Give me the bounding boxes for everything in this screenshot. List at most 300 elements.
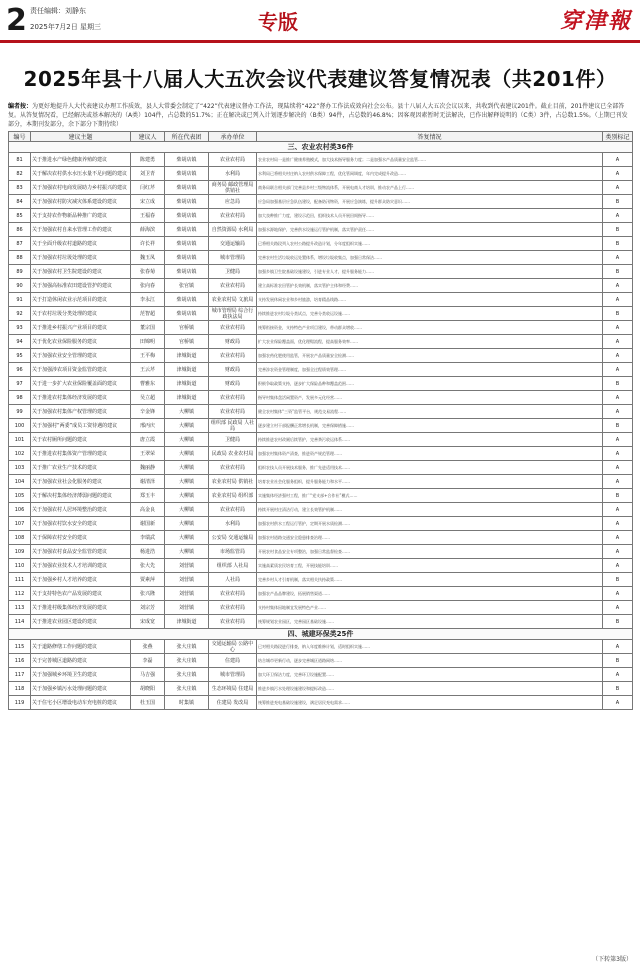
table-row xyxy=(9,279,633,293)
cell-no: 107 xyxy=(9,517,31,531)
cell-mark: A xyxy=(603,153,633,167)
cell-team: 柴胡店镇 xyxy=(165,167,209,181)
cell-reply: 加大环卫保洁力度，完善环卫设施配置…… xyxy=(257,668,603,682)
category-title: 四、城建环保类25件 xyxy=(9,629,633,640)
cell-mark: A xyxy=(603,475,633,489)
cell-topic: 关于推进农业园区建设的建议 xyxy=(31,615,131,629)
cell-person: 范智超 xyxy=(131,307,165,321)
cell-reply: 积极争取政策支持，逐步扩大保险品种和覆盖范围…… xyxy=(257,377,603,391)
cell-person: 郑玉丰 xyxy=(131,489,165,503)
table-row xyxy=(9,461,633,475)
cell-topic: 关于推进村级集体经济发展的建议 xyxy=(31,601,131,615)
table-row xyxy=(9,363,633,377)
cell-team: 柴胡店镇 xyxy=(165,195,209,209)
cell-reply: 加强乡镇卫生院基础设施建设，引进专业人才，提升服务能力…… xyxy=(257,265,603,279)
editor-note-label: 编者按： xyxy=(8,103,33,110)
header-person: 建议人 xyxy=(131,132,165,142)
cell-topic: 关于加强乡镇污水处理问题的建议 xyxy=(31,682,131,696)
table-row xyxy=(9,615,633,629)
cell-team: 大柳镇 xyxy=(165,545,209,559)
cell-mark: A xyxy=(603,181,633,195)
cell-unit: 住建局 发改局 xyxy=(209,696,257,710)
cell-person: 闫红芹 xyxy=(131,181,165,195)
cell-no: 84 xyxy=(9,195,31,209)
cell-team: 大柳镇 xyxy=(165,405,209,419)
table-row xyxy=(9,237,633,251)
cell-no: 117 xyxy=(9,668,31,682)
cell-topic: 关于加强村“两委”成员工资待遇的建议 xyxy=(31,419,131,433)
cell-reply: 已对相关路段进行排查，纳入年度维修计划，适时组织实施…… xyxy=(257,640,603,654)
cell-unit: 农业农村局 xyxy=(209,321,257,335)
cell-topic: 关于推进农村集体经济发展的建议 xyxy=(31,391,131,405)
cell-topic: 关于推进农村集体资产管理的建议 xyxy=(31,447,131,461)
cell-topic: 关于打造休闲农业示范项目的建议 xyxy=(31,293,131,307)
cell-person: 谢清泽 xyxy=(131,475,165,489)
table-row xyxy=(9,489,633,503)
cell-topic: 关于加强城乡环境卫生的建议 xyxy=(31,668,131,682)
cell-reply: 完善乡村人才引育机制，落实相关扶持政策…… xyxy=(257,573,603,587)
cell-mark: B xyxy=(603,682,633,696)
cell-mark: B xyxy=(603,573,633,587)
category-row-urban xyxy=(9,629,633,640)
cell-person: 杜玉国 xyxy=(131,696,165,710)
cell-mark: B xyxy=(603,223,633,237)
cell-no: 99 xyxy=(9,405,31,419)
header-unit: 承办单位 xyxy=(209,132,257,142)
cell-topic: 关于加强农村卫生院建设的建议 xyxy=(31,265,131,279)
cell-topic: 关于农村厕所问题的建议 xyxy=(31,433,131,447)
table-row xyxy=(9,405,633,419)
cell-team: 津城街道 xyxy=(165,349,209,363)
cell-unit: 商务局 邮政管理局 供销社 xyxy=(209,181,257,195)
cell-team: 大柳镇 xyxy=(165,475,209,489)
cell-reply: 已将相关路段列入农村公路提升改造计划，分年度组织实施…… xyxy=(257,237,603,251)
cell-topic: 关于农村垃圾分类处理的建议 xyxy=(31,307,131,321)
cell-no: 95 xyxy=(9,349,31,363)
table-header-row xyxy=(9,132,633,142)
cell-reply: 统筹规划农业园区，完善园区基础设施…… xyxy=(257,615,603,629)
table-row xyxy=(9,682,633,696)
table-row xyxy=(9,321,633,335)
cell-topic: 关于支持特色农产品发展的建议 xyxy=(31,587,131,601)
cell-team: 柴胡店镇 xyxy=(165,293,209,307)
cell-no: 110 xyxy=(9,559,31,573)
cell-unit: 农业农村局 xyxy=(209,209,257,223)
cell-mark: A xyxy=(603,335,633,349)
table-row xyxy=(9,293,633,307)
cell-no: 89 xyxy=(9,265,31,279)
cell-reply: 开展农村食品安全专项整治，加强日常监督检查…… xyxy=(257,545,603,559)
cell-topic: 关于加强农村食品安全监管的建议 xyxy=(31,545,131,559)
cell-person: 谢国新 xyxy=(131,517,165,531)
table-row xyxy=(9,181,633,195)
cell-person: 张燕 xyxy=(131,640,165,654)
cell-unit: 水利局 xyxy=(209,517,257,531)
cell-unit: 农业农村局 xyxy=(209,461,257,475)
cell-person: 马吉强 xyxy=(131,668,165,682)
cell-reply: 持续开展村庄清洁行动，建立长效管护机制…… xyxy=(257,503,603,517)
cell-person: 陈建勇 xyxy=(131,153,165,167)
table-row xyxy=(9,640,633,654)
cell-person: 张兴隆 xyxy=(131,587,165,601)
cell-no: 119 xyxy=(9,696,31,710)
cell-topic: 关于加强乡村人才培养的建议 xyxy=(31,573,131,587)
cell-unit: 农业农村局 供销社 xyxy=(209,475,257,489)
cell-team: 大柳镇 xyxy=(165,489,209,503)
cell-unit: 交通运输局 公路中心 xyxy=(209,640,257,654)
cell-no: 83 xyxy=(9,181,31,195)
cell-person: 王福春 xyxy=(131,209,165,223)
header-team: 所在代表团 xyxy=(165,132,209,142)
cell-topic: 关于加强农业技术人才培训的建议 xyxy=(31,559,131,573)
cell-person: 张大先 xyxy=(131,559,165,573)
table-row xyxy=(9,209,633,223)
cell-team: 柴胡店镇 xyxy=(165,153,209,167)
header-topic: 建议主题 xyxy=(31,132,131,142)
cell-reply: 加强农村道路交通安全隐患排查治理…… xyxy=(257,531,603,545)
cell-topic: 关于加强农村集体产权管理的建议 xyxy=(31,405,131,419)
cell-unit: 农业农村局 xyxy=(209,153,257,167)
cell-reply: 应急局加强基层应急队伍建设，配备防汛物资，开展应急演练，提升群众防灾意识…… xyxy=(257,195,603,209)
cell-unit: 城市管理局 xyxy=(209,251,257,265)
cell-mark: A xyxy=(603,559,633,573)
cell-team: 时集镇 xyxy=(165,696,209,710)
cell-topic: 关于推广农业生产技术的建议 xyxy=(31,461,131,475)
cell-team: 张大庄镇 xyxy=(165,640,209,654)
cell-team: 大柳镇 xyxy=(165,517,209,531)
cell-team: 津城街道 xyxy=(165,363,209,377)
cell-no: 116 xyxy=(9,654,31,668)
cell-unit: 人社局 xyxy=(209,573,257,587)
cell-topic: 关于加强农村垃圾处理的建议 xyxy=(31,251,131,265)
cell-topic: 关于住宅小区增设电动车充电桩的建议 xyxy=(31,696,131,710)
cell-unit: 交通运输局 xyxy=(209,237,257,251)
cell-no: 82 xyxy=(9,167,31,181)
table-row xyxy=(9,195,633,209)
cell-topic: 关于加强高标准农田建设管护的建议 xyxy=(31,279,131,293)
cell-team: 津城街道 xyxy=(165,391,209,405)
cell-no: 98 xyxy=(9,391,31,405)
header-no: 编号 xyxy=(9,132,31,142)
cell-no: 114 xyxy=(9,615,31,629)
table-row xyxy=(9,517,633,531)
table-row xyxy=(9,153,633,167)
editor-note-text: 为更好地提升人大代表建议办理工作质效，县人大常委会制定了“422”代表建议督办工作法，现陆续将“422”督办工作法成效向社会公布。县十八届人大五次会议以来，共收到代表建议201件。截止目前，201件建议已全部答复。从答复情况看，已经解决或基本解决的（A类）104件，占总数的51.7%；正在解决或已列入计划逐步解决的（B类）94件，占总数的46.8%；因客观因素暂时无法解决，已作出解释说明的（C类）3件，占总数1.5%。（上期已刊发部分，本期刊发部分，余下部分下期待续） xyxy=(8,103,628,128)
cell-reply: 健全农村集体“三资”监管平台，规范交易流程…… xyxy=(257,405,603,419)
cell-unit: 财政局 xyxy=(209,335,257,349)
cell-person: 薛海滨 xyxy=(131,223,165,237)
cell-team: 刘营镇 xyxy=(165,601,209,615)
cell-person: 刘卫青 xyxy=(131,167,165,181)
cell-person: 宋成宽 xyxy=(131,615,165,629)
table-row xyxy=(9,377,633,391)
cell-no: 118 xyxy=(9,682,31,696)
cell-team: 大柳镇 xyxy=(165,433,209,447)
cell-person: 魏玉凤 xyxy=(131,251,165,265)
cell-team: 柴胡店镇 xyxy=(165,265,209,279)
cell-team: 津城街道 xyxy=(165,377,209,391)
table-row xyxy=(9,223,633,237)
cell-reply: 加强农村供水工程运行管护，定期开展水质检测…… xyxy=(257,517,603,531)
cell-no: 115 xyxy=(9,640,31,654)
cell-unit: 农业农村局 xyxy=(209,349,257,363)
cell-mark: A xyxy=(603,587,633,601)
cell-team: 官桥镇 xyxy=(165,321,209,335)
cell-mark: B xyxy=(603,654,633,668)
table-row xyxy=(9,349,633,363)
cell-mark: B xyxy=(603,237,633,251)
cell-mark: B xyxy=(603,377,633,391)
cell-team: 张大庄镇 xyxy=(165,668,209,682)
cell-reply: 统筹衔接资金，支持特色产业项目建设，带动群众增收…… xyxy=(257,321,603,335)
cell-topic: 关于推进乡村振兴产业项目的建议 xyxy=(31,321,131,335)
cell-mark: A xyxy=(603,293,633,307)
table-row xyxy=(9,475,633,489)
cell-no: 102 xyxy=(9,447,31,461)
table-row xyxy=(9,587,633,601)
cell-unit: 民政局 农业农村局 xyxy=(209,447,257,461)
cell-unit: 农业农村局 组织部 xyxy=(209,489,257,503)
cell-reply: 加强农药化肥使用监管，开展农产品质量安全检测…… xyxy=(257,349,603,363)
cell-team: 柴胡店镇 xyxy=(165,237,209,251)
cell-mark: A xyxy=(603,517,633,531)
cell-team: 大柳镇 xyxy=(165,461,209,475)
cell-person: 王平梅 xyxy=(131,349,165,363)
cell-unit: 城市管理局 xyxy=(209,668,257,682)
cell-unit: 组织部 民政局 人社局 xyxy=(209,419,257,433)
cell-team: 大柳镇 xyxy=(165,531,209,545)
cell-person: 李瑞武 xyxy=(131,531,165,545)
table-row xyxy=(9,419,633,433)
cell-team: 张官镇 xyxy=(165,279,209,293)
cell-no: 113 xyxy=(9,601,31,615)
cell-no: 85 xyxy=(9,209,31,223)
cell-topic: 关于解决村集体经济薄弱问题的建议 xyxy=(31,489,131,503)
cell-mark: A xyxy=(603,668,633,682)
cell-reply: 加大良种推广力度，建设示范田，组织技术人员开展田间指导…… xyxy=(257,209,603,223)
cell-unit: 财政局 xyxy=(209,363,257,377)
cell-person: 李磊 xyxy=(131,654,165,668)
table-row xyxy=(9,447,633,461)
cell-unit: 农业农村局 xyxy=(209,601,257,615)
cell-mark: A xyxy=(603,601,633,615)
cell-no: 86 xyxy=(9,223,31,237)
cell-mark: A xyxy=(603,321,633,335)
cell-reply: 实施集体经济强村工程，推广“党支部+合作社”模式…… xyxy=(257,489,603,503)
cell-unit: 农业农村局 xyxy=(209,503,257,517)
cell-no: 87 xyxy=(9,237,31,251)
cell-topic: 关于加强农村人居环境整治的建议 xyxy=(31,503,131,517)
date-line: 2025年7月2日 星期三 xyxy=(30,23,101,31)
cell-person: 刘宗芳 xyxy=(131,601,165,615)
cell-mark: A xyxy=(603,433,633,447)
cell-mark: B xyxy=(603,489,633,503)
cell-topic: 关于加强涉农项目资金监管的建议 xyxy=(31,363,131,377)
cell-mark: A xyxy=(603,363,633,377)
cell-person: 唐立霞 xyxy=(131,433,165,447)
cell-team: 大柳镇 xyxy=(165,419,209,433)
cell-reply: 建立高标准农田管护长效机制，落实管护主体和经费…… xyxy=(257,279,603,293)
cell-no: 111 xyxy=(9,573,31,587)
cell-no: 100 xyxy=(9,419,31,433)
cell-mark: A xyxy=(603,209,633,223)
cell-unit: 财政局 xyxy=(209,377,257,391)
cell-reply: 统筹推进充电基础设施建设，满足居民充电需求…… xyxy=(257,696,603,710)
table-row xyxy=(9,265,633,279)
cell-reply: 完善涉农资金管理制度，加强全过程绩效管理…… xyxy=(257,363,603,377)
cell-unit: 农业农村局 xyxy=(209,587,257,601)
cell-mark: B xyxy=(603,419,633,433)
table-row xyxy=(9,654,633,668)
cell-team: 柴胡店镇 xyxy=(165,251,209,265)
cell-reply: 逐步建立村干部报酬正常增长机制，完善保障措施…… xyxy=(257,419,603,433)
cell-team: 刘营镇 xyxy=(165,587,209,601)
cell-reply: 组织农技人员开展技术服务，推广先进适用技术…… xyxy=(257,461,603,475)
cell-no: 81 xyxy=(9,153,31,167)
cell-mark: A xyxy=(603,461,633,475)
newspaper-logo: 穿津報 xyxy=(559,8,632,34)
table-row xyxy=(9,545,633,559)
cell-person: 张春菊 xyxy=(131,265,165,279)
category-row-agri xyxy=(9,142,633,153)
cell-no: 105 xyxy=(9,489,31,503)
cell-person: 张向春 xyxy=(131,279,165,293)
cell-unit: 公安局 交通运输局 xyxy=(209,531,257,545)
cell-team: 张大庄镇 xyxy=(165,654,209,668)
cell-person: 宋立成 xyxy=(131,195,165,209)
cell-reply: 加强水源地保护，完善供水设施运行管护机制，落实管护责任…… xyxy=(257,223,603,237)
cell-reply: 农业农村局一是推广健康养殖模式，加大技术指导服务力度；二是加强水产品质量安全监管…… xyxy=(257,153,603,167)
table-row xyxy=(9,391,633,405)
cell-team: 柴胡店镇 xyxy=(165,209,209,223)
cell-mark: A xyxy=(603,447,633,461)
cell-reply: 持续推进农村改厕后续管护，完善粪污收运体系…… xyxy=(257,433,603,447)
cell-mark: B xyxy=(603,195,633,209)
cell-reply: 推进乡镇污水处理设施建设和提标改造…… xyxy=(257,682,603,696)
cell-no: 88 xyxy=(9,251,31,265)
headline: 2025年县十八届人大五次会议代表建议答复情况表（共201件） xyxy=(23,67,617,91)
table-row xyxy=(9,503,633,517)
table-row xyxy=(9,167,633,181)
table-row xyxy=(9,696,633,710)
cell-mark: A xyxy=(603,349,633,363)
cell-no: 103 xyxy=(9,461,31,475)
cell-no: 94 xyxy=(9,335,31,349)
cell-person: 魏丽静 xyxy=(131,461,165,475)
page-number: 2 xyxy=(6,3,27,38)
cell-unit: 应急局 xyxy=(209,195,257,209)
cell-reply: 培育农业社会化服务组织，提升服务能力和水平…… xyxy=(257,475,603,489)
cell-team: 柴胡店镇 xyxy=(165,181,209,195)
cell-no: 101 xyxy=(9,433,31,447)
cell-topic: 关于优化农业保险服务的建议 xyxy=(31,335,131,349)
cell-person: 邢丙庆 xyxy=(131,419,165,433)
table-row xyxy=(9,559,633,573)
table-row xyxy=(9,573,633,587)
cell-mark: A xyxy=(603,167,633,181)
cell-no: 112 xyxy=(9,587,31,601)
cell-mark: A xyxy=(603,279,633,293)
cell-unit: 组织部 人社局 xyxy=(209,559,257,573)
cell-topic: 关于加强农业社会化服务的建议 xyxy=(31,475,131,489)
masthead xyxy=(0,0,640,43)
cell-team: 柴胡店镇 xyxy=(165,223,209,237)
cell-person: 贾素萍 xyxy=(131,573,165,587)
cell-reply: 结合城市更新行动，逐步完善城区道路网络…… xyxy=(257,654,603,668)
cell-no: 109 xyxy=(9,545,31,559)
cell-unit: 农业农村局 xyxy=(209,279,257,293)
cell-person: 许长祥 xyxy=(131,237,165,251)
cell-unit: 住建局 xyxy=(209,654,257,668)
cell-mark: A xyxy=(603,531,633,545)
cell-unit: 农业农村局 xyxy=(209,615,257,629)
cell-person: 高金良 xyxy=(131,503,165,517)
table-row xyxy=(9,335,633,349)
table-row xyxy=(9,307,633,321)
cell-topic: 关于加强农村饮水安全的建议 xyxy=(31,517,131,531)
cell-topic: 关于完善城区道路的建议 xyxy=(31,654,131,668)
cell-topic: 关于全面升级农村道路的建议 xyxy=(31,237,131,251)
cell-person: 吴立超 xyxy=(131,391,165,405)
cell-no: 106 xyxy=(9,503,31,517)
cell-unit: 卫健局 xyxy=(209,265,257,279)
section-title: 专版 xyxy=(258,10,298,34)
cell-no: 90 xyxy=(9,279,31,293)
cell-reply: 水利局已将相关村庄纳入农村供水保障工程，优化管网调度，年内完成提升改造…… xyxy=(257,167,603,181)
cell-person: 王翠荣 xyxy=(131,447,165,461)
cell-no: 108 xyxy=(9,531,31,545)
cell-unit: 农业农村局 xyxy=(209,391,257,405)
cell-topic: 关于加强农村自来水管理工作的建议 xyxy=(31,223,131,237)
cell-reply: 支持发展休闲农业和乡村旅游，培育精品线路…… xyxy=(257,293,603,307)
cell-team: 柴胡店镇 xyxy=(165,307,209,321)
cell-person: 胡晓阳 xyxy=(131,682,165,696)
category-title: 三、农业农村类36件 xyxy=(9,142,633,153)
cell-person: 李永江 xyxy=(131,293,165,307)
cell-unit: 市场监管局 xyxy=(209,545,257,559)
cell-mark: A xyxy=(603,696,633,710)
cell-reply: 加强农产品品牌建设，拓展销售渠道…… xyxy=(257,587,603,601)
cell-mark: B xyxy=(603,307,633,321)
cell-no: 92 xyxy=(9,307,31,321)
cell-topic: 关于推进水产绿色健康养殖的建议 xyxy=(31,153,131,167)
cell-topic: 关于加强农村防灾减灾体系建设的建议 xyxy=(31,195,131,209)
cell-team: 津城街道 xyxy=(165,615,209,629)
cell-unit: 生态环境局 住建局 xyxy=(209,682,257,696)
table-row xyxy=(9,531,633,545)
cell-unit: 城市管理局 综合行政执法局 xyxy=(209,307,257,321)
cell-team: 张大庄镇 xyxy=(165,682,209,696)
cell-unit: 自然资源局 水利局 xyxy=(209,223,257,237)
table-row xyxy=(9,433,633,447)
cell-topic: 关于解决农村供水水压水量不足问题的建议 xyxy=(31,167,131,181)
cell-person: 董宗国 xyxy=(131,321,165,335)
cell-reply: 完善农村生活垃圾收运处置体系，增设垃圾收集点，加强日常保洁…… xyxy=(257,251,603,265)
cell-topic: 关于进一步扩大农业保险覆盖面的建议 xyxy=(31,377,131,391)
cell-reply: 支持村集体因地制宜发展特色产业…… xyxy=(257,601,603,615)
cell-mark: B xyxy=(603,615,633,629)
header-mark: 类别标记 xyxy=(603,132,633,142)
cell-reply: 指导村集体盘活闲置资产，发展多元化经营…… xyxy=(257,391,603,405)
cell-team: 刘营镇 xyxy=(165,559,209,573)
editor-line: 责任编辑：刘静东 xyxy=(30,7,86,15)
cell-no: 93 xyxy=(9,321,31,335)
cell-no: 91 xyxy=(9,293,31,307)
cell-unit: 卫健局 xyxy=(209,433,257,447)
cell-mark: A xyxy=(603,545,633,559)
cell-team: 刘营镇 xyxy=(165,573,209,587)
cell-person: 曹雅东 xyxy=(131,377,165,391)
